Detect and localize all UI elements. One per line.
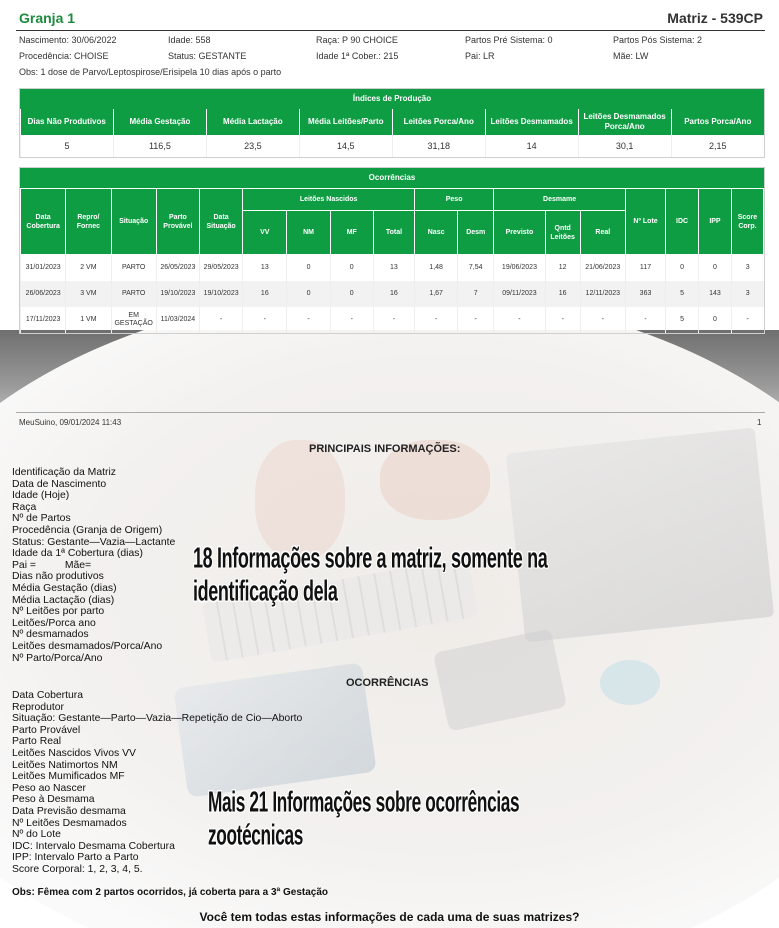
list-item: Nº Leitões Desmamados [12,817,127,829]
table-cell: - [545,307,580,333]
indices-value: 23,5 [206,135,299,157]
col-previsto: Previsto [494,211,545,255]
table-cell: 19/10/2023 [156,281,199,307]
indices-header: Partos Porca/Ano [671,109,764,135]
principais-title: PRINCIPAIS INFORMAÇÕES: [309,443,461,455]
table-cell: PARTO [111,281,156,307]
info-mae: Mãe: LW [613,51,649,61]
table-cell: - [415,307,458,333]
indices-table-box [19,88,765,158]
table-cell: 117 [625,255,665,282]
list-item: IPP: Intervalo Parto a Parto [12,852,139,864]
indices-value: 2,15 [671,135,764,157]
list-item: Leitões Nascidos Vivos VV [12,747,136,759]
table-cell: 363 [625,281,665,307]
list-item: Nº Leitões por parto [12,606,105,618]
table-cell: 13 [373,255,414,282]
col-data-situacao: Data Situação [200,189,243,255]
table-cell: 12 [545,255,580,282]
list-item: Raça [12,501,37,513]
footer-divider [16,412,765,413]
list-item: Leitões/Porca ano [12,617,96,629]
report-document [0,0,779,430]
list-item: Identificação da Matriz [12,467,116,478]
indices-value: 14 [485,135,578,157]
table-cell: 0 [699,307,732,333]
info-raca: Raça: P 90 CHOICE [316,35,398,45]
table-cell: 16 [243,281,287,307]
list-item: Procedência (Granja de Origem) [12,524,163,536]
principais-callout: 18 Informações sobre a matriz, somente na identificação dela [193,542,548,608]
table-cell: 11/03/2024 [156,307,199,333]
indices-header: Média Leitões/Parto [299,109,392,135]
col-situacao: Situação [111,189,156,255]
table-cell: EM GESTAÇÃO [111,307,156,333]
table-cell: - [731,307,763,333]
col-lote: Nº Lote [625,189,665,255]
indices-value: 116,5 [113,135,206,157]
col-qntd: Qntd Leitões [545,211,580,255]
table-cell: 1,67 [415,281,458,307]
table-cell: 16 [373,281,414,307]
farm-title: Granja 1 [19,10,76,26]
col-nm: NM [287,211,330,255]
principais-list [12,467,175,664]
list-item: Dias não produtivos [12,571,104,583]
indices-header: Leitões Porca/Ano [392,109,485,135]
table-cell: - [373,307,414,333]
list-item: Nº de Partos [12,513,71,525]
info-partos-pos: Partos Pós Sistema: 2 [613,35,703,45]
indices-header: Dias Não Produtivos [21,109,114,135]
table-cell: - [494,307,545,333]
table-cell: - [458,307,494,333]
table-cell: 09/11/2023 [494,281,545,307]
table-cell: 7,54 [458,255,494,282]
indices-table [20,109,764,157]
table-cell: - [243,307,287,333]
list-item: Peso à Desmama [12,794,95,806]
col-desm: Desm [458,211,494,255]
list-item: Data Cobertura [12,690,84,701]
list-item: Score Corporal: 1, 2, 3, 4, 5. [12,863,143,875]
ocorrencias-callout: Mais 21 Informações sobre ocorrências zootécnicas [208,786,520,852]
obs-note: Obs: Fêmea com 2 partos ocorridos, já coberta para a 3ª Gestação [12,887,329,898]
table-cell: PARTO [111,255,156,282]
indices-value: 31,18 [392,135,485,157]
indices-value: 5 [21,135,114,157]
group-leitoes-nascidos: Leitões Nascidos [243,189,415,211]
col-score: Score Corp. [731,189,763,255]
table-row [21,255,764,282]
footer-page-number: 1 [757,418,762,427]
tape-measure-illustration [600,660,660,705]
list-item: Nº Parto/Porca/Ano [12,652,103,664]
col-total: Total [373,211,414,255]
table-cell: 7 [458,281,494,307]
list-item: Reprodutor [12,701,64,713]
table-cell: 0 [287,255,330,282]
table-cell: - [200,307,243,333]
info-idade-cober: Idade 1ª Cober.: 215 [316,51,399,61]
info-status: Status: GESTANTE [168,51,247,61]
header-divider [16,30,765,31]
table-cell: 0 [666,255,699,282]
monitor-illustration [506,427,774,642]
list-item: Parto Provável [12,724,81,736]
list-item: Nº desmamados [12,629,89,641]
list-item: Leitões desmamados/Porca/Ano [12,640,163,652]
table-cell: 19/06/2023 [494,255,545,282]
indices-value: 14,5 [299,135,392,157]
list-item: Parto Real [12,736,62,748]
indices-header: Média Lactação [206,109,299,135]
list-item: Média Gestação (dias) [12,582,117,594]
matriz-title: Matriz - 539CP [667,10,763,26]
list-item: Leitões Natimortos NM [12,759,118,771]
list-item: Idade da 1ª Cobertura (dias) [12,548,143,560]
indices-value: 30,1 [578,135,671,157]
indices-header: Leitões Desmamados [485,109,578,135]
list-item: Situação: Gestante—Parto—Vazia—Repetição de Cio—Aborto [12,713,303,725]
table-row [21,281,764,307]
table-cell: 2 VM [66,255,111,282]
group-peso: Peso [415,189,494,211]
table-cell: 17/11/2023 [21,307,66,333]
table-cell: 0 [699,255,732,282]
table-cell: 29/05/2023 [200,255,243,282]
table-cell: 26/06/2023 [21,281,66,307]
table-row [21,307,764,333]
col-repro: Repro/ Fornec [66,189,111,255]
table-cell: 19/10/2023 [200,281,243,307]
list-item: IDC: Intervalo Desmama Cobertura [12,840,175,852]
list-item: Idade (Hoje) [12,490,70,502]
list-item: Data de Nascimento [12,478,107,490]
table-cell: - [625,307,665,333]
indices-header: Leitões Desmamados Porca/Ano [578,109,671,135]
col-vv: VV [243,211,287,255]
table-cell: 0 [330,255,373,282]
list-item: Leitões Mumificados MF [12,771,125,783]
table-cell: 12/11/2023 [580,281,625,307]
indices-header: Média Gestação [113,109,206,135]
list-item: Média Lactação (dias) [12,594,115,606]
list-item: Peso ao Nascer [12,782,86,794]
col-mf: MF [330,211,373,255]
col-ipp: IPP [699,189,732,255]
table-cell: 3 VM [66,281,111,307]
table-cell: 13 [243,255,287,282]
closing-question: Você tem todas estas informações de cada uma de suas matrizes? [199,910,580,924]
table-cell: - [580,307,625,333]
table-cell: 1 VM [66,307,111,333]
table-cell: 3 [731,255,763,282]
table-cell: 31/01/2023 [21,255,66,282]
list-item: Status: Gestante—Vazia—Lactante [12,536,176,548]
table-cell: 26/05/2023 [156,255,199,282]
ocorrencias-table-box [19,167,765,334]
table-cell: 5 [666,307,699,333]
table-cell: - [330,307,373,333]
col-idc: IDC [666,189,699,255]
col-parto-provavel: Parto Provável [156,189,199,255]
group-desmame: Desmame [494,189,626,211]
info-nascimento: Nascimento: 30/06/2022 [19,35,117,45]
ocorrencias-band: Ocorrências [20,168,764,188]
table-cell: 3 [731,281,763,307]
list-item: Pai = Mãe= [12,559,92,571]
table-cell: 0 [330,281,373,307]
table-cell: 16 [545,281,580,307]
col-data-cobertura: Data Cobertura [21,189,66,255]
table-cell: 5 [666,281,699,307]
ocorrencias-table [20,188,764,333]
info-pai: Pai: LR [465,51,495,61]
table-cell: 1,48 [415,255,458,282]
col-nasc: Nasc [415,211,458,255]
list-item: Data Previsão desmama [12,805,126,817]
table-cell: 0 [287,281,330,307]
footer-timestamp: MeuSuino, 09/01/2024 11:43 [19,418,122,427]
indices-band: Índices de Produção [20,89,764,109]
table-cell: 21/06/2023 [580,255,625,282]
table-cell: - [287,307,330,333]
info-obs: Obs: 1 dose de Parvo/Leptospirose/Erisipela 10 dias após o parto [19,67,282,77]
info-procedencia: Procedência: CHOISE [19,51,109,61]
table-cell: 143 [699,281,732,307]
info-partos-pre: Partos Pré Sistema: 0 [465,35,553,45]
info-idade: Idade: 558 [168,35,211,45]
list-item: Nº do Lote [12,829,61,841]
col-real: Real [580,211,625,255]
ocorrencias-list-title: OCORRÊNCIAS [346,677,429,689]
